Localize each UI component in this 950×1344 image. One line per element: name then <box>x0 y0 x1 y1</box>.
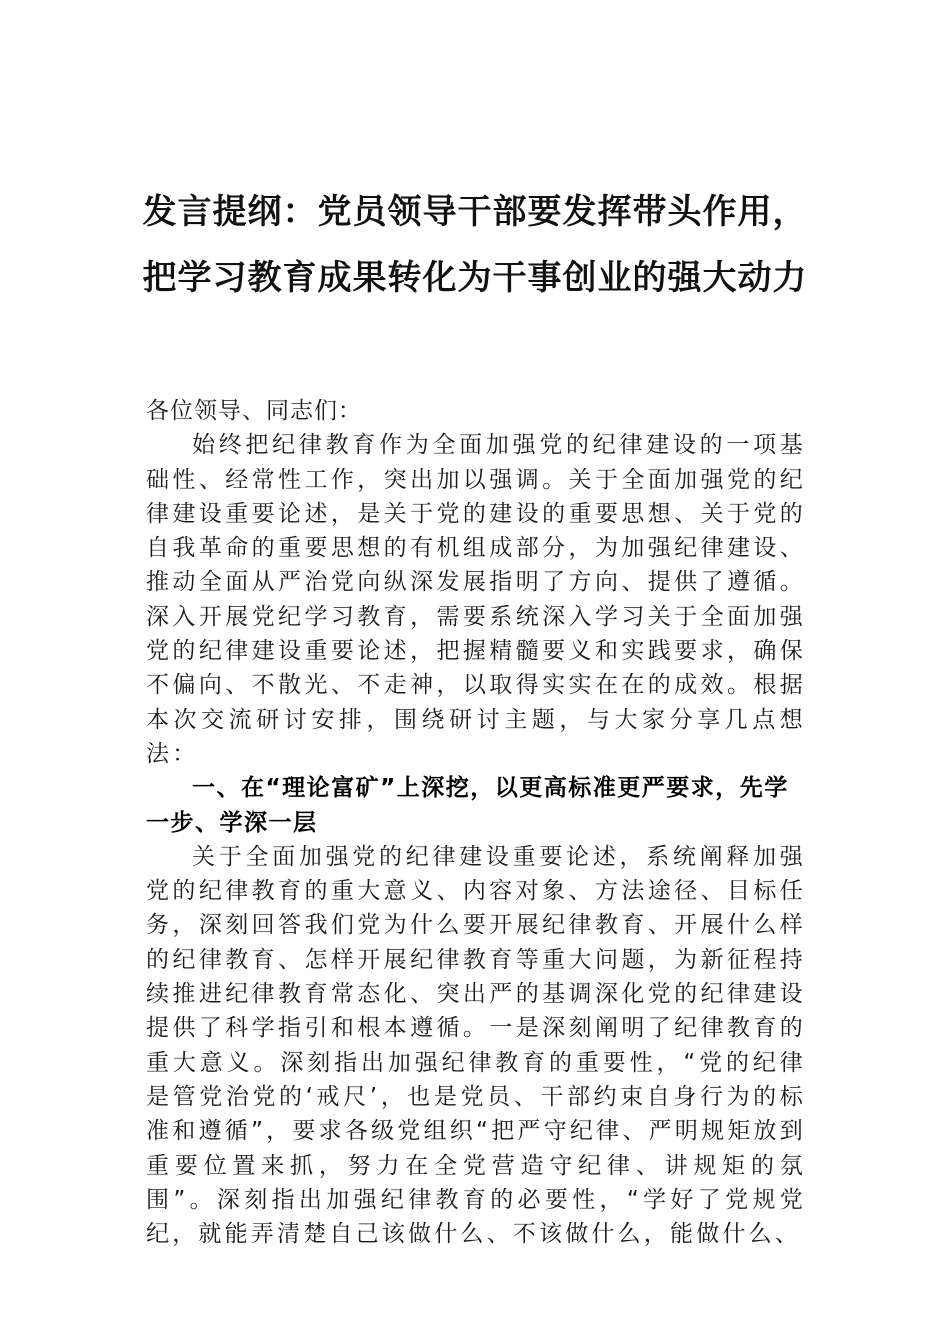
document-title: 发言提纲：党员领导干部要发挥带头作用，把学习教育成果转化为干事创业的强大动力 <box>142 191 808 298</box>
document-body <box>146 394 806 1251</box>
salutation: 各位领导、同志们： <box>146 398 362 424</box>
intro-paragraph: 始终把纪律教育作为全面加强党的纪律建设的一项基础性、经常性工作，突出加以强调。关于全面加强党的纪律建设重要论述，是关于党的建设的重要思想、关于党的自我革命的重要思想的有机组成部分，为加强纪律建设、推动全面从严治党向纵深发展指明了方向、提供了遵循。深入开展党纪学习教育，需要系统深入学习关于全面加强党的纪律建设重要论述，把握精髓要义和实践要求，确保不偏向、不散光、不走神，以取得实实在在的成效。根据本次交流研讨安排，围绕研讨主题，与大家分享几点想法： <box>146 432 806 767</box>
section-paragraph: 关于全面加强党的纪律建设重要论述，系统阐释加强党的纪律教育的重大意义、内容对象、方法途径、目标任务，深刻回答我们党为什么要开展纪律教育、开展什么样的纪律教育、怎样开展纪律教育等重大问题，为新征程持续推进纪律教育常态化、突出严的基调深化党的纪律建设提供了科学指引和根本遵循。一是深刻阐明了纪律教育的重大意义。深刻指出加强纪律教育的重要性，“党的纪律是管党治党的‘戒尺’，也是党员、干部约束自身行为的标准和遵循”，要求各级党组织“把严守纪律、严明规矩放到重要位置来抓，努力在全党营造守纪律、讲规矩的氛围”。深刻指出加强纪律教育的必要性，“学好了党规党纪，就能弄清楚自己该做什么、不该做什么，能做什么、 <box>146 843 806 1248</box>
section-heading: 一、在“理论富矿”上深挖，以更高标准更严要求，先学一步、学深一层 <box>146 775 789 836</box>
